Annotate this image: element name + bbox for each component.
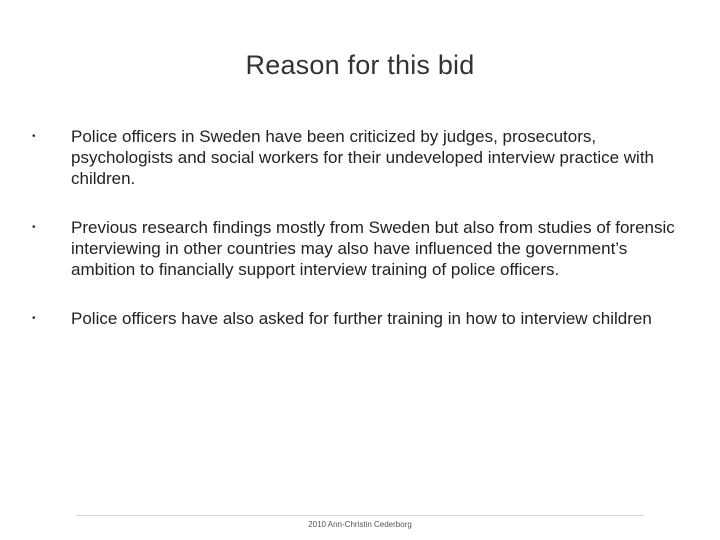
bullet-item [32, 217, 692, 280]
bullet-text: Police officers in Sweden have been criticized by judges, prosecutors, psychologists and social workers for their undeveloped interview practice with children. [71, 127, 655, 188]
footer-divider [76, 515, 644, 516]
bullet-list [32, 126, 692, 329]
footer-credit: 2010 Ann-Christin Cederborg [308, 520, 412, 529]
bullet-item [32, 308, 692, 329]
bullet-marker: • [32, 222, 36, 233]
slide-title: Reason for this bid [245, 50, 475, 80]
bullet-marker: • [32, 131, 36, 142]
bullet-marker: • [32, 313, 36, 324]
bullet-item [32, 126, 692, 189]
bullet-text: Police officers have also asked for further training in how to interview children [71, 309, 652, 328]
bullet-text: Previous research findings mostly from Sweden but also from studies of forensic interviewing in other countries may also have influenced the government’s ambition to financially support interview training of police officers. [71, 218, 675, 279]
